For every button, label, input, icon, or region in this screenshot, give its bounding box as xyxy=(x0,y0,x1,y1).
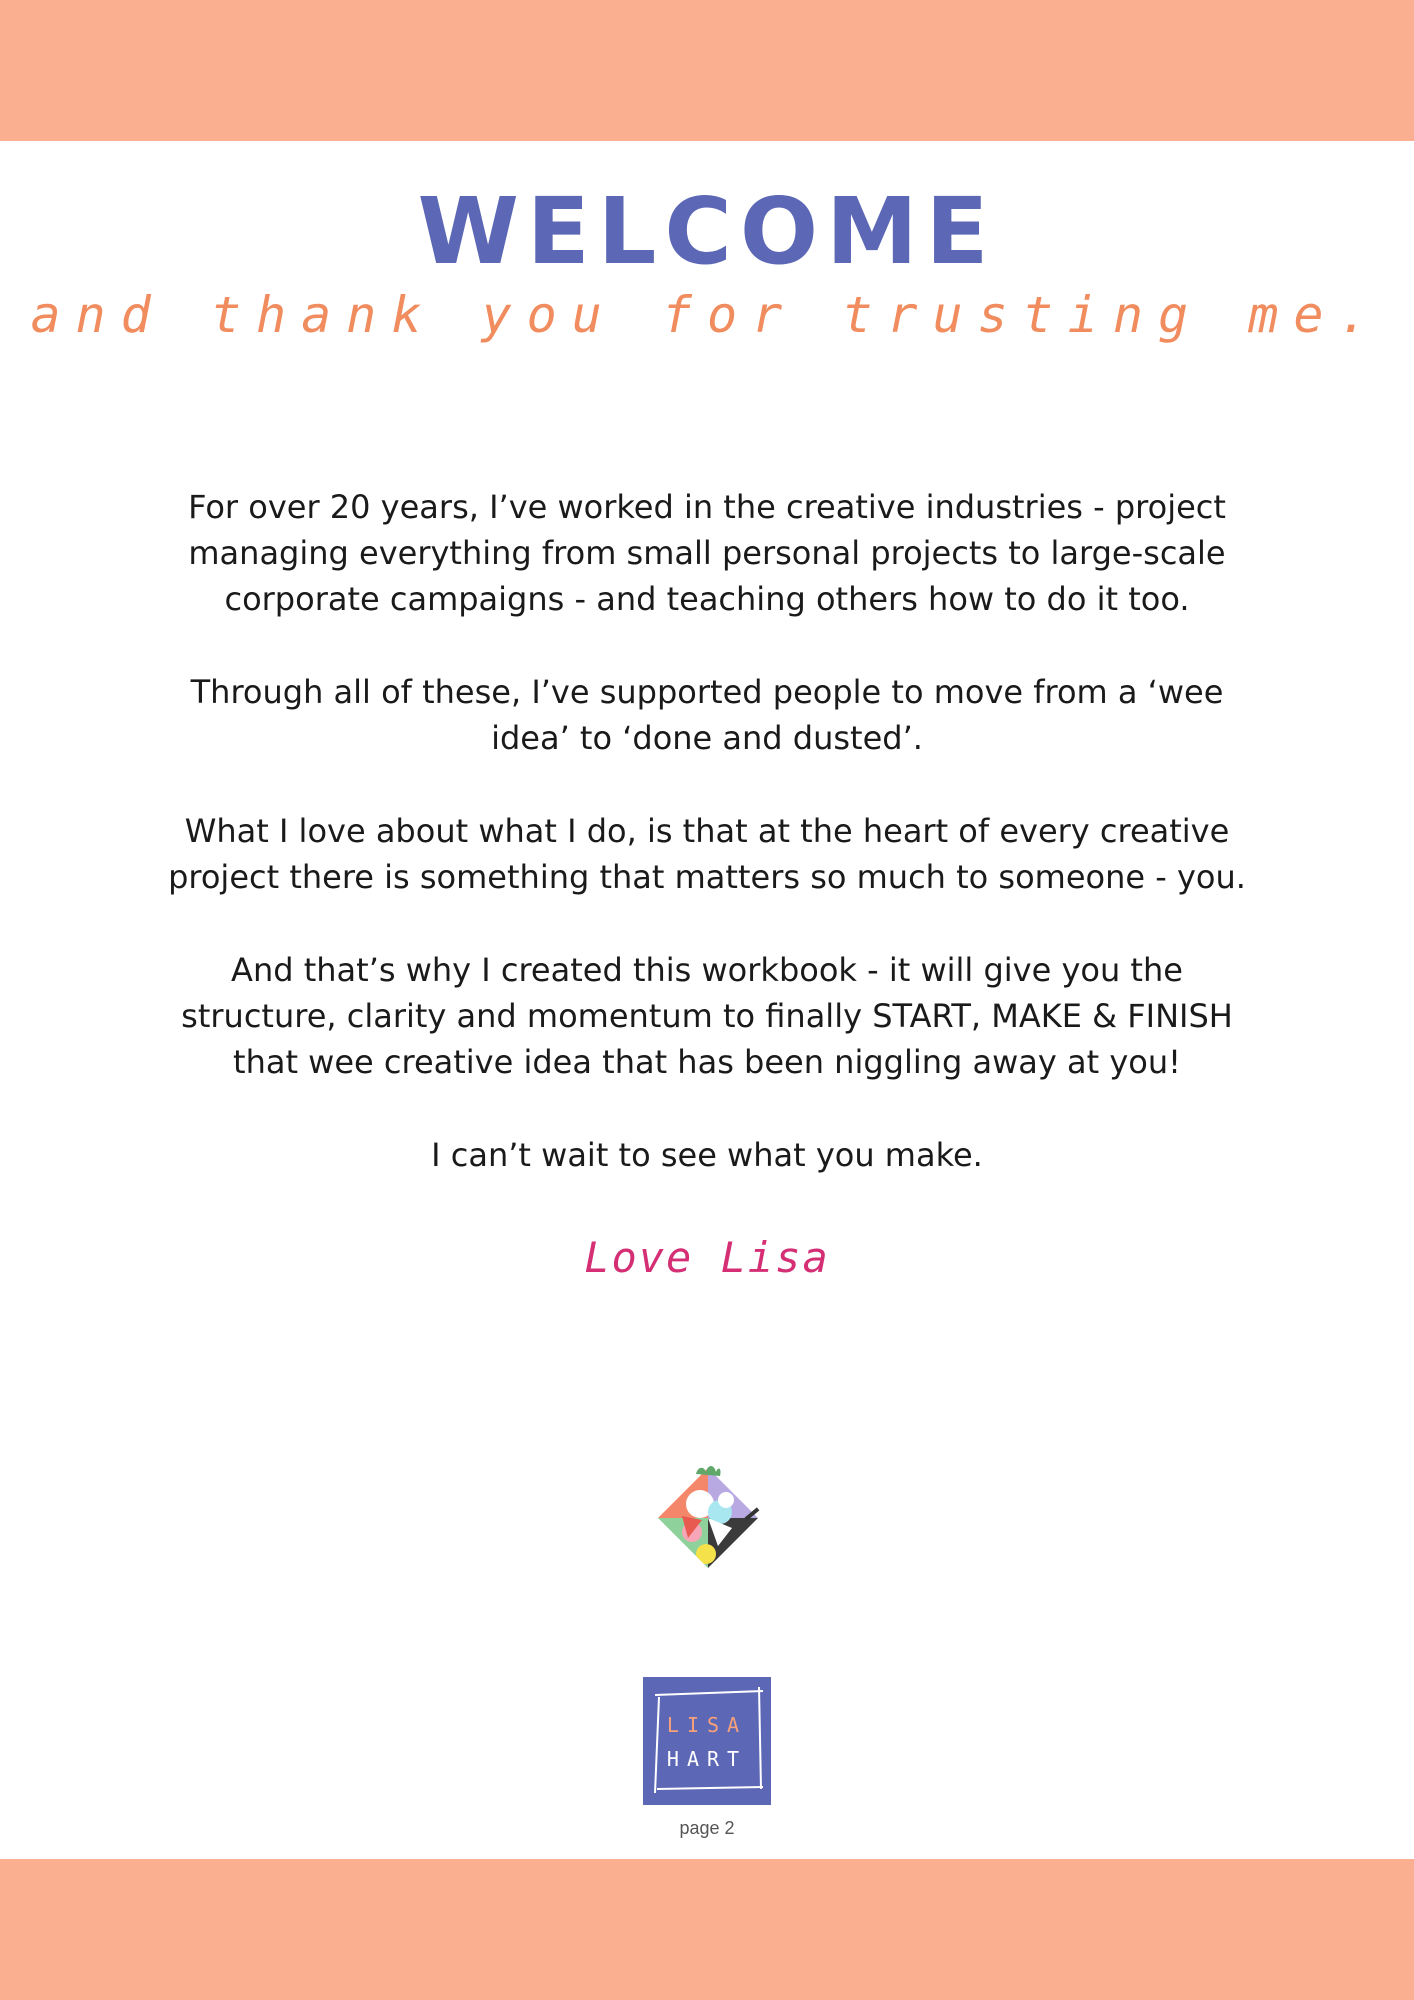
lisa-hart-logo-icon xyxy=(643,1677,771,1805)
page-title: WELCOME xyxy=(417,178,997,285)
paragraph: What I love about what I do, is that at the heart of every creative project there is something that matters so much to someone - you. xyxy=(168,812,1246,896)
paragraph: Through all of these, I’ve supported people to move from a ‘wee idea’ to ‘done and dusted’. xyxy=(190,673,1224,757)
paragraph: And that’s why I created this workbook - it will give you the structure, clarity and momentum to finally START, MAKE & FINISH that wee creative idea that has been niggling away at you! xyxy=(181,951,1233,1081)
logo-graphic xyxy=(643,1677,771,1805)
top-band xyxy=(0,0,1414,141)
bottom-band xyxy=(0,1859,1414,2000)
page-number: page 2 xyxy=(679,1818,735,1838)
signature: Love Lisa xyxy=(584,1233,830,1282)
geometric-diamond-emblem-icon xyxy=(652,1462,764,1574)
logo-line-2: HART xyxy=(666,1747,748,1771)
logo-line-1: LISA xyxy=(666,1713,748,1737)
welcome-letter xyxy=(150,484,1264,1225)
page-subtitle: and thank you for trusting me. xyxy=(30,286,1384,344)
paragraph: For over 20 years, I’ve worked in the creative industries - project managing everything from small personal projects to large-scale corporate campaigns - and teaching others how to do it too. xyxy=(188,488,1226,618)
emblem-graphic xyxy=(652,1462,764,1574)
paragraph: I can’t wait to see what you make. xyxy=(431,1136,983,1174)
